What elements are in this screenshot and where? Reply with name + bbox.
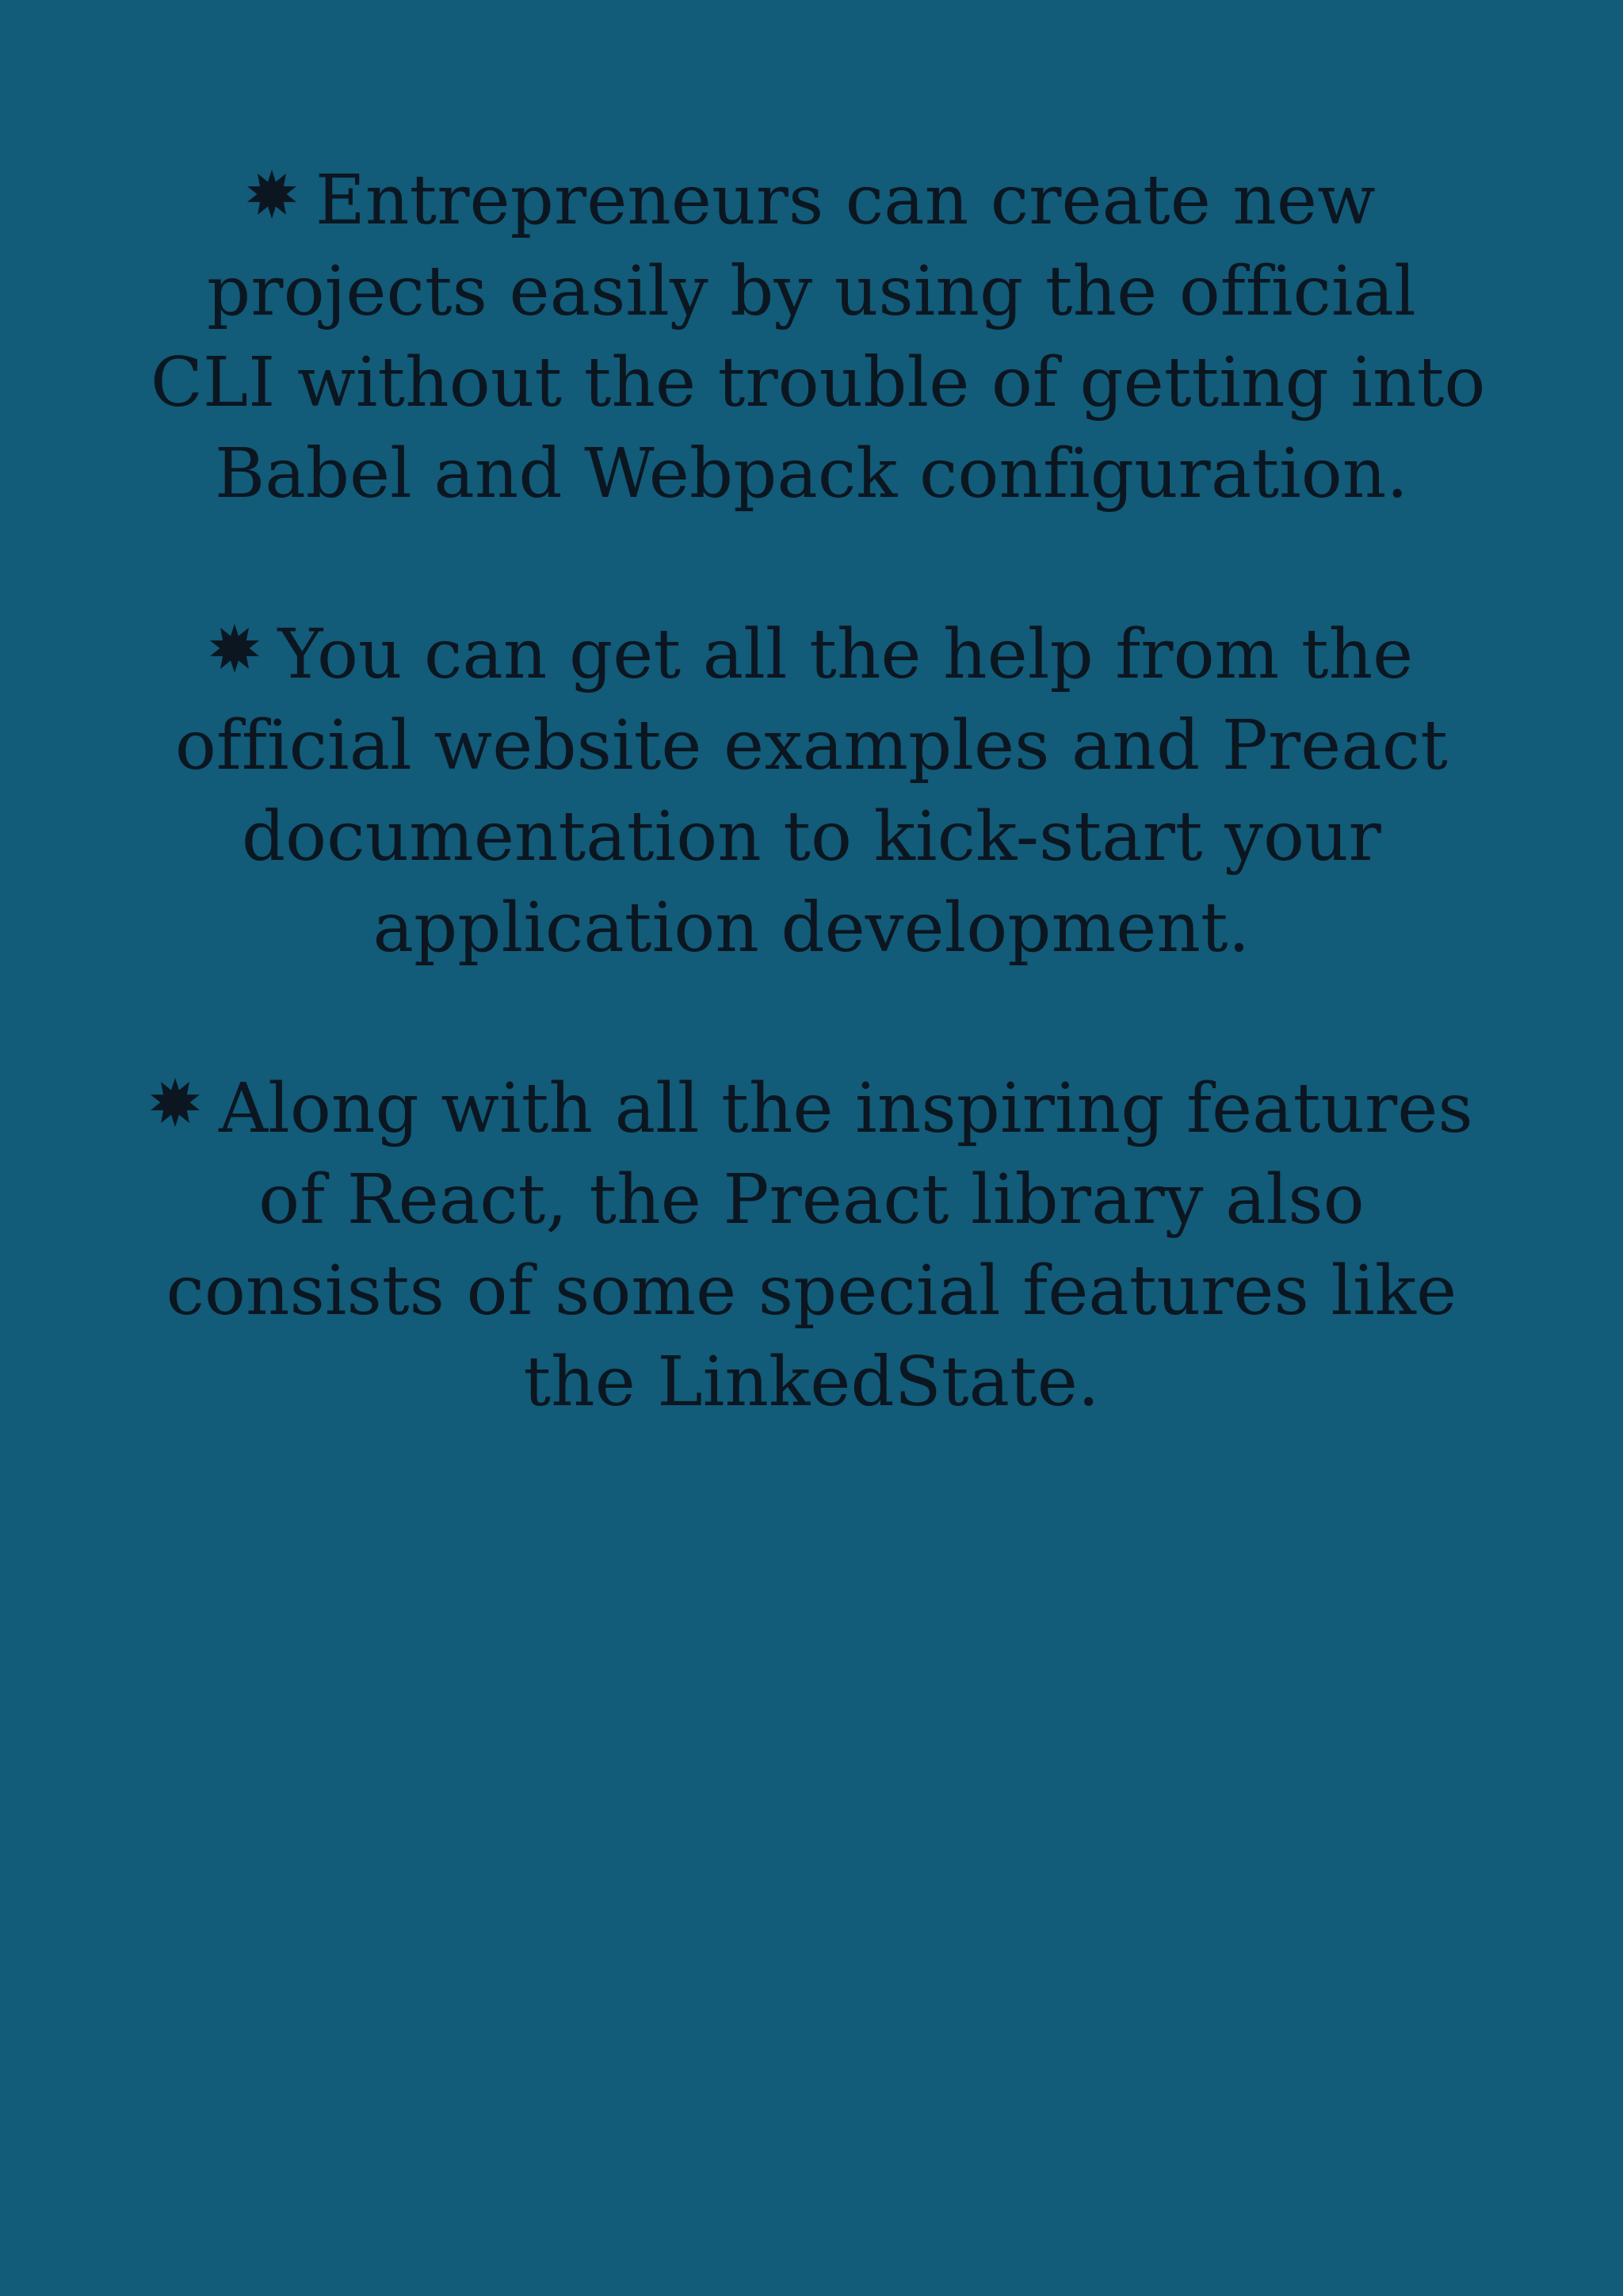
star-icon xyxy=(247,170,296,219)
star-icon xyxy=(210,624,259,673)
bullet-2-line-1 xyxy=(151,609,1472,701)
bullet-2-line-3: documentation to kick-start your xyxy=(242,797,1381,877)
bullet-1-text-line-1: Entrepreneurs can create new xyxy=(315,161,1376,240)
bullet-3-text-line-1: Along with all the inspiring features xyxy=(219,1069,1473,1148)
star-icon xyxy=(151,1078,200,1127)
bullet-3 xyxy=(151,1064,1472,1428)
bullet-2-line-2: official website examples and Preact xyxy=(175,706,1448,785)
bullet-1 xyxy=(151,155,1486,520)
bullet-3-line-2: of React, the Preact library also xyxy=(258,1160,1365,1240)
bullet-3-line-4: the LinkedState. xyxy=(523,1343,1100,1422)
bullet-3-line-3: consists of some special features like xyxy=(166,1251,1457,1331)
bullet-2-text-line-1: You can get all the help from the xyxy=(277,615,1414,694)
bullet-1-line-2: projects easily by using the official xyxy=(207,252,1416,331)
bullet-2-line-4: application development. xyxy=(372,888,1251,968)
bullet-1-line-4: Babel and Webpack configuration. xyxy=(214,434,1409,514)
bullet-1-line-1 xyxy=(151,155,1472,246)
bullet-3-line-1 xyxy=(151,1064,1472,1155)
bullet-2 xyxy=(151,609,1472,974)
bullet-1-line-3: CLI without the trouble of getting into xyxy=(151,343,1486,422)
